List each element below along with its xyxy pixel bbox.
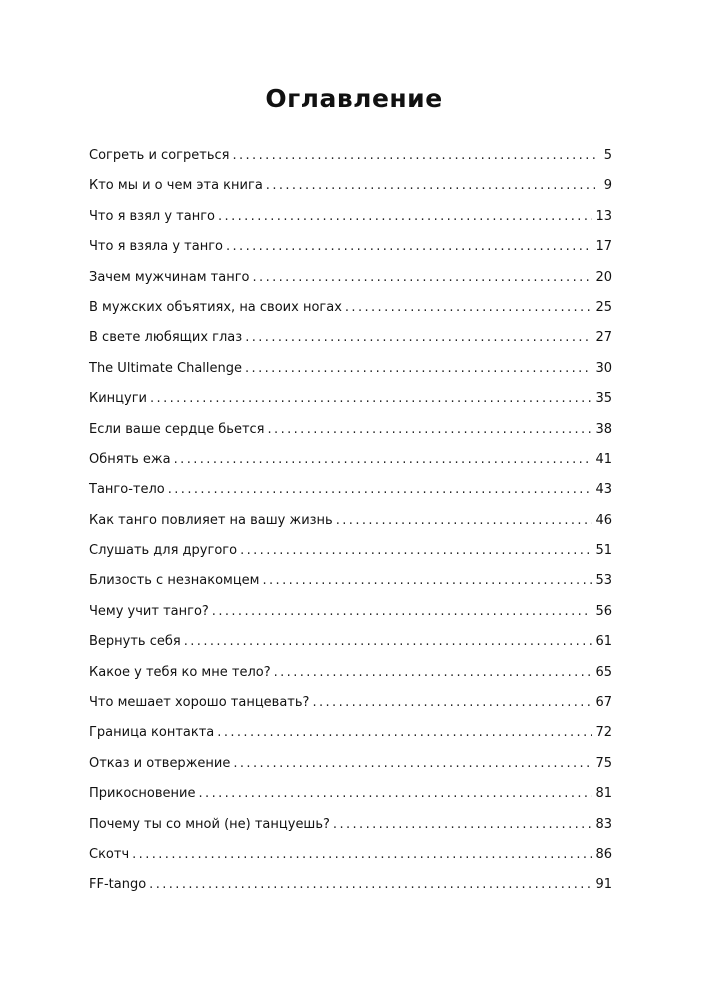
toc-dot-leader: [233, 754, 592, 774]
toc-entry-page-number: 86: [595, 846, 612, 862]
toc-entry-page-number: 25: [595, 299, 612, 315]
toc-dot-leader: [333, 815, 593, 835]
toc-entry-title: Прикосновение: [89, 786, 196, 802]
toc-dot-leader: [253, 268, 593, 288]
toc-entry-page-number: 9: [603, 178, 612, 194]
toc-entry-page-number: 30: [595, 360, 612, 376]
toc-dot-leader: [266, 176, 595, 196]
toc-dot-leader: [245, 359, 592, 379]
toc-entry-title: Скотч: [89, 846, 130, 862]
toc-entry-page-number: 72: [595, 725, 612, 741]
toc-dot-leader: [218, 207, 592, 227]
toc-entry-title: Что я взял у танго: [89, 208, 216, 224]
toc-dot-leader: [199, 784, 593, 804]
toc-entry-title: FF-tango: [89, 877, 147, 893]
toc-entry: [89, 298, 612, 328]
toc-dot-leader: [336, 511, 593, 531]
toc-entry-title: Как танго повлияет на вашу жизнь: [89, 512, 333, 528]
toc-entry-page-number: 51: [595, 543, 612, 559]
toc-entry-page-number: 38: [595, 421, 612, 437]
toc-dot-leader: [240, 541, 592, 561]
toc-entry-title: Какое у тебя ко мне тело?: [89, 664, 271, 680]
toc-entry: [89, 420, 612, 450]
toc-entry: [89, 328, 612, 358]
toc-entry-page-number: 91: [595, 877, 612, 893]
toc-dot-leader: [268, 420, 593, 440]
toc-dot-leader: [245, 328, 592, 348]
toc-entry-title: Отказ и отвержение: [89, 755, 231, 771]
toc-dot-leader: [149, 875, 592, 895]
toc-dot-leader: [232, 146, 595, 166]
toc-dot-leader: [174, 450, 593, 470]
toc-dot-leader: [212, 602, 593, 622]
toc-entry-page-number: 20: [595, 269, 612, 285]
toc-entry: [89, 723, 612, 753]
toc-entry: [89, 784, 612, 814]
toc-entry: [89, 176, 612, 206]
toc-entry: [89, 632, 612, 662]
toc-entry-title: Что я взяла у танго: [89, 239, 223, 255]
toc-dot-leader: [132, 845, 592, 865]
toc-entry-title: Кинцуги: [89, 391, 147, 407]
toc-entry-page-number: 27: [595, 330, 612, 346]
toc-dot-leader: [312, 693, 592, 713]
toc-entry-title: The Ultimate Challenge: [89, 360, 242, 376]
toc-entry-page-number: 81: [595, 786, 612, 802]
toc-entry: [89, 359, 612, 389]
toc-entry: [89, 571, 612, 601]
toc-entry-page-number: 17: [595, 239, 612, 255]
toc-entry-title: Почему ты со мной (не) танцуешь?: [89, 816, 330, 832]
toc-entry-page-number: 75: [595, 755, 612, 771]
page-title: Оглавление: [265, 84, 443, 113]
toc-dot-leader: [184, 632, 593, 652]
toc-entry-page-number: 61: [595, 634, 612, 650]
toc-entry: [89, 207, 612, 237]
toc-entry-title: Близость с незнакомцем: [89, 573, 260, 589]
toc-dot-leader: [274, 663, 593, 683]
toc-entry-page-number: 56: [595, 603, 612, 619]
toc-entry-title: Зачем мужчинам танго: [89, 269, 250, 285]
toc-entry-title: Танго-тело: [89, 482, 165, 498]
toc-entry-page-number: 53: [595, 573, 612, 589]
table-of-contents: [89, 146, 612, 906]
toc-entry: [89, 146, 612, 176]
toc-entry: [89, 450, 612, 480]
toc-entry-page-number: 46: [595, 512, 612, 528]
toc-entry: [89, 663, 612, 693]
toc-entry-page-number: 5: [603, 148, 612, 163]
toc-entry-page-number: 83: [595, 816, 612, 832]
toc-entry: [89, 815, 612, 845]
toc-entry-page-number: 13: [595, 208, 612, 224]
toc-dot-leader: [345, 298, 593, 318]
toc-entry-title: Если ваше сердце бьется: [89, 421, 265, 437]
toc-entry: [89, 389, 612, 419]
toc-entry-title: Граница контакта: [89, 725, 215, 741]
toc-entry-title: Вернуть себя: [89, 634, 181, 650]
toc-entry-title: В мужских объятиях, на своих ногах: [89, 299, 342, 315]
toc-entry-page-number: 43: [595, 482, 612, 498]
toc-entry-title: Слушать для другого: [89, 543, 238, 559]
toc-entry-title: Что мешает хорошо танцевать?: [89, 695, 310, 711]
toc-entry: [89, 875, 612, 905]
toc-dot-leader: [150, 389, 592, 409]
toc-entry-title: Согреть и согреться: [89, 148, 230, 163]
toc-entry-page-number: 67: [595, 695, 612, 711]
toc-entry: [89, 754, 612, 784]
toc-entry: [89, 480, 612, 510]
toc-entry: [89, 268, 612, 298]
toc-entry-page-number: 41: [595, 451, 612, 467]
toc-dot-leader: [217, 723, 592, 743]
toc-entry: [89, 602, 612, 632]
toc-entry-page-number: 35: [595, 391, 612, 407]
toc-entry-title: Кто мы и о чем эта книга: [89, 178, 263, 194]
toc-dot-leader: [226, 237, 592, 257]
toc-entry-title: Обнять ежа: [89, 451, 171, 467]
toc-entry: [89, 237, 612, 267]
toc-dot-leader: [168, 480, 593, 500]
toc-entry: [89, 541, 612, 571]
toc-entry-title: В свете любящих глаз: [89, 330, 243, 346]
toc-entry: [89, 693, 612, 723]
toc-entry-title: Чему учит танго?: [89, 603, 209, 619]
toc-entry: [89, 845, 612, 875]
toc-entry-page-number: 65: [595, 664, 612, 680]
toc-dot-leader: [262, 571, 592, 591]
toc-entry: [89, 511, 612, 541]
